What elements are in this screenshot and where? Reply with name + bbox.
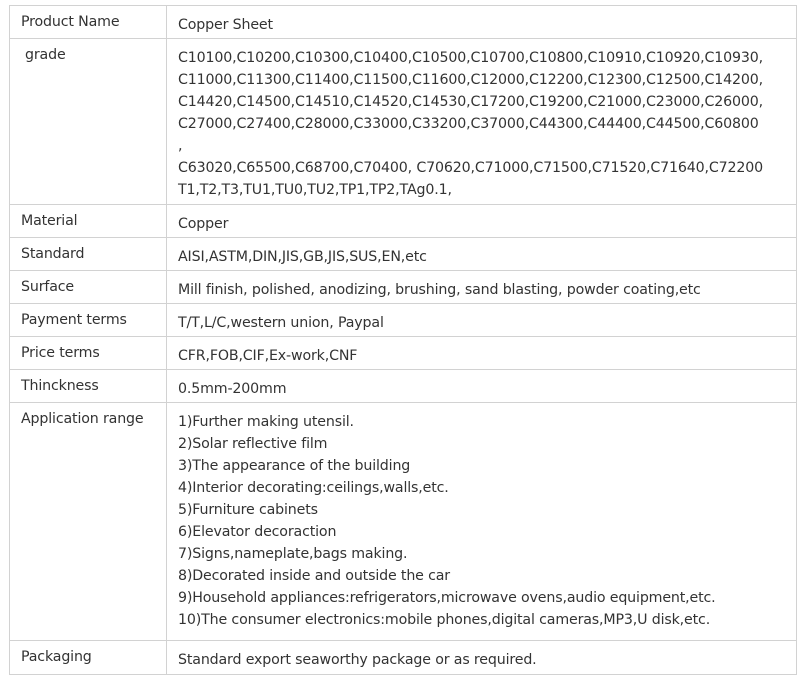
spec-value-line: 1)Further making utensil. (178, 414, 354, 430)
spec-row-thickness (10, 370, 797, 403)
spec-row-material (10, 205, 797, 238)
spec-value-line: AISI,ASTM,DIN,JIS,GB,JIS,SUS,EN,etc (178, 249, 427, 265)
spec-label: Price terms (10, 337, 167, 370)
spec-value-line: Copper (178, 216, 229, 232)
spec-value (167, 39, 797, 205)
spec-row-standard (10, 238, 797, 271)
spec-value-line: 7)Signs,nameplate,bags making. (178, 546, 408, 562)
spec-value (167, 271, 797, 304)
spec-value (167, 370, 797, 403)
spec-row-payment-terms (10, 304, 797, 337)
spec-value-line: 5)Furniture cabinets (178, 502, 318, 518)
spec-value-line: 0.5mm-200mm (178, 381, 287, 397)
spec-value-line: C27000,C27400,C28000,C33000,C33200,C37000,C44300,C44400,C44500,C60800 (178, 116, 759, 132)
spec-row-price-terms (10, 337, 797, 370)
spec-value (167, 337, 797, 370)
spec-row-surface (10, 271, 797, 304)
spec-value-line: 10)The consumer electronics:mobile phones,digital cameras,MP3,U disk,etc. (178, 612, 711, 628)
spec-value-line: C63020,C65500,C68700,C70400, C70620,C71000,C71500,C71520,C71640,C72200 (178, 160, 763, 176)
spec-row-application-range (10, 403, 797, 641)
spec-label: Payment terms (10, 304, 167, 337)
spec-value-line: Mill finish, polished, anodizing, brushing, sand blasting, powder coating,etc (178, 282, 701, 298)
spec-value-line: C11000,C11300,C11400,C11500,C11600,C12000,C12200,C12300,C12500,C14200, (178, 72, 763, 88)
spec-label: Standard (10, 238, 167, 271)
spec-value-line: 6)Elevator decoraction (178, 524, 337, 540)
spec-label: Material (10, 205, 167, 238)
spec-value-line: , (178, 138, 183, 154)
spec-value-line: T1,T2,T3,TU1,TU0,TU2,TP1,TP2,TAg0.1, (178, 182, 452, 198)
product-spec-table (9, 5, 797, 675)
spec-value-line: Standard export seaworthy package or as required. (178, 652, 537, 668)
spec-value-line: T/T,L/C,western union, Paypal (178, 315, 384, 331)
spec-label: Packaging (10, 641, 167, 675)
spec-value-line: C14420,C14500,C14510,C14520,C14530,C17200,C19200,C21000,C23000,C26000, (178, 94, 763, 110)
spec-label: Thinckness (10, 370, 167, 403)
spec-value (167, 403, 797, 641)
spec-row-packaging (10, 641, 797, 675)
spec-value-line: CFR,FOB,CIF,Ex-work,CNF (178, 348, 358, 364)
spec-value-line: 3)The appearance of the building (178, 458, 411, 474)
spec-value (167, 304, 797, 337)
spec-label: Product Name (10, 6, 167, 39)
spec-value (167, 238, 797, 271)
spec-value-line: C10100,C10200,C10300,C10400,C10500,C10700,C10800,C10910,C10920,C10930, (178, 50, 763, 66)
spec-row-grade (10, 39, 797, 205)
spec-row-product-name (10, 6, 797, 39)
spec-value-line: Copper Sheet (178, 17, 273, 33)
spec-value-line: 4)Interior decorating:ceilings,walls,etc. (178, 480, 449, 496)
spec-value (167, 641, 797, 675)
spec-value (167, 6, 797, 39)
spec-label: grade (10, 39, 167, 205)
spec-value-line: 9)Household appliances:refrigerators,microwave ovens,audio equipment,etc. (178, 590, 716, 606)
spec-value-line: 2)Solar reflective film (178, 436, 328, 452)
spec-value-line: 8)Decorated inside and outside the car (178, 568, 450, 584)
spec-label: Application range (10, 403, 167, 641)
spec-value (167, 205, 797, 238)
spec-label: Surface (10, 271, 167, 304)
